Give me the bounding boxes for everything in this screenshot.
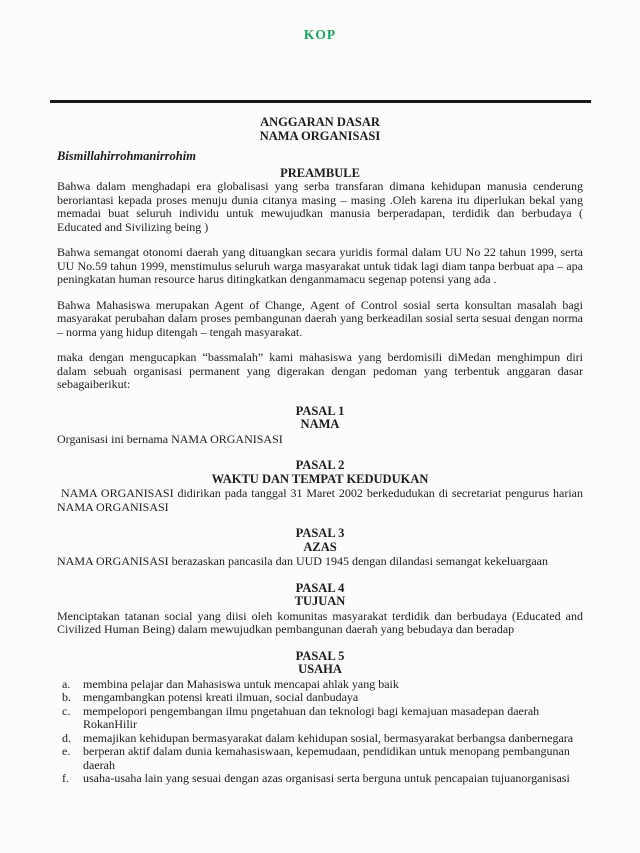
list-item [62,705,583,732]
list-item-label: e. [62,744,71,758]
list-item-text: berperan aktif dalam dunia kemahasiswaan, kepemudaan, pendidikan untuk menopang pembangunan daerah [83,744,570,772]
list-item [62,732,583,746]
document-content [0,116,640,786]
preamble-heading: PREAMBULE [280,165,360,180]
section-pasal-5 [57,650,583,786]
preamble-paragraph: Bahwa Mahasiswa merupakan Agent of Change, Agent of Control sosial serta konsultan masalah bagi masyarakat perubahan dalam proses pembangunan daerah yang berkeadilan sosial serta sesuai dengan norma – norma yang hidup ditengah – tengah masyarakat. [57,297,583,339]
list-item-label: b. [62,690,71,704]
bismillah-text: Bismillahirrohmanirrohim [57,149,196,163]
list-item [62,745,583,772]
section-number: PASAL 1 [295,403,345,418]
list-item-label: f. [62,771,69,785]
preamble-paragraph: maka dengan mengucapkan “bassmalah” kami mahasiswa yang berdomisili diMedan menghimpun diri dalam sebuah organisasi permanent yang digerakan dengan pedoman yang terbentuk anggaran dasar sebagaiberikut: [57,350,583,391]
list-item [62,678,583,692]
section-title: TUJUAN [294,594,346,608]
list-item-text: membina pelajar dan Mahasiswa untuk mencapai ahlak yang baik [83,676,399,691]
section-title: USAHA [298,662,342,676]
list-item-label: a. [62,676,71,691]
list-item-label: c. [62,703,71,718]
list-item-text: mengambangkan potensi kreati ilmuan, social danbudaya [83,690,359,704]
list-item [62,772,583,786]
section-body: NAMA ORGANISASI berazaskan pancasila dan UUD 1945 dengan dilandasi semangat kekeluargaan [57,554,548,568]
section-title: WAKTU DAN TEMPAT KEDUDUKAN [211,471,429,486]
section-title: NAMA [300,417,340,431]
list-item [62,691,583,705]
section-body: Menciptakan tatanan social yang diisi oleh komunitas masyarakat terdidik dan berbudaya (Educated and Civilized Human Being) dalam mewujudkan pembangunan daerah yang bebudaya dan beradap [57,608,583,636]
list-item-text: memajikan kehidupan bermasyarakat dalam kehidupan sosial, bermasyarakat berbangsa danbernegara [83,730,574,745]
usaha-list [57,678,583,786]
document-title: ANGGARAN DASAR [260,115,380,129]
section-number: PASAL 4 [295,580,345,595]
list-item-label: d. [62,730,71,745]
section-number: PASAL 3 [295,526,345,540]
section-number: PASAL 2 [295,458,345,472]
document-title-block [57,116,583,143]
preamble-paragraph: Bahwa semangat otonomi daerah yang dituangkan secara yuridis formal dalam UU No 22 tahun 1999, serta UU No.59 tahun 1999, menstimulus seluruh warga masyarakat untuk tidak lagi diam tanpa berbuat apa – apa peningkatan human resource harus ditingkatkan denganmamacu segenap potensi yang ada . [57,245,583,286]
section-pasal-4 [57,582,583,637]
section-pasal-1 [57,405,583,447]
section-body: NAMA ORGANISASI didirikan pada tanggal 31 Maret 2002 berkedudukan di secretariat pengurus harian NAMA ORGANISASI [57,486,583,514]
section-pasal-2 [57,459,583,514]
preamble-paragraph: Bahwa dalam menghadapi era globalisasi yang serba transfaran dimana kehidupan manusia cenderung beroriantasi kepada proses menuju dunia citanya masing – masing .Oleh karena itu diperlukan bekal yang memadai buat seluruh individu untuk mewujudkan manusia berperadapan, terdidik dan berbudaya ( Educated and Sivilizing being ) [57,179,583,234]
section-pasal-3 [57,527,583,569]
section-heading [57,650,583,677]
section-heading [57,527,583,554]
list-item-text: mempelopori pengembangan ilmu pngetahuan dan teknologi bagi kemajuan masadepan daerah RokanHilir [83,703,540,731]
header-divider-rule [50,100,591,103]
section-body: Organisasi ini bernama NAMA ORGANISASI [57,431,283,446]
section-number: PASAL 5 [295,648,345,663]
section-heading [57,405,583,432]
section-heading [57,582,583,609]
list-item-text: usaha-usaha lain yang sesuai dengan azas organisasi serta berguna untuk pencapaian tujuanorganisasi [83,771,570,785]
document-subtitle: NAMA ORGANISASI [259,128,381,143]
letterhead-placeholder: KOP [303,27,337,42]
section-heading [57,459,583,486]
section-title: AZAS [303,539,337,554]
